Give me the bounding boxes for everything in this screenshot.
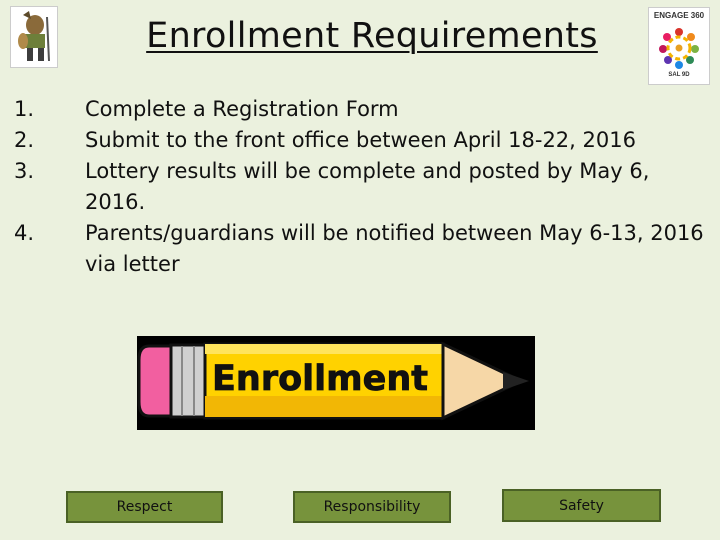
list-item-text: Submit to the front office between April 18-22, 2016: [85, 128, 636, 152]
respect-button[interactable]: Respect: [66, 491, 223, 523]
list-number: 4.: [14, 221, 35, 245]
logo-top-text: ENGAGE 360: [653, 11, 705, 20]
list-number: 3.: [14, 159, 35, 183]
engage-360-logo: [648, 7, 710, 85]
list-item: [14, 156, 704, 218]
list-item: [14, 94, 704, 125]
list-number: 2.: [14, 128, 35, 152]
page-title: Enrollment Requirements: [146, 16, 598, 56]
list-item-text: Parents/guardians will be notified between May 6-13, 2016 via letter: [85, 221, 704, 276]
pencil-icon: [137, 336, 535, 430]
list-item: [14, 125, 704, 156]
logo-bottom-text: SAL 9D: [668, 72, 690, 78]
banner-text: Enrollment: [212, 359, 428, 399]
requirements-list: [14, 94, 704, 280]
responsibility-button[interactable]: Responsibility: [293, 491, 451, 523]
enrollment-pencil-banner: [137, 336, 535, 430]
list-item: [14, 218, 704, 280]
list-item-text: Complete a Registration Form: [85, 97, 399, 121]
list-item-text: Lottery results will be complete and posted by May 6, 2016.: [85, 159, 650, 214]
list-number: 1.: [14, 97, 35, 121]
safety-button[interactable]: Safety: [502, 489, 661, 522]
